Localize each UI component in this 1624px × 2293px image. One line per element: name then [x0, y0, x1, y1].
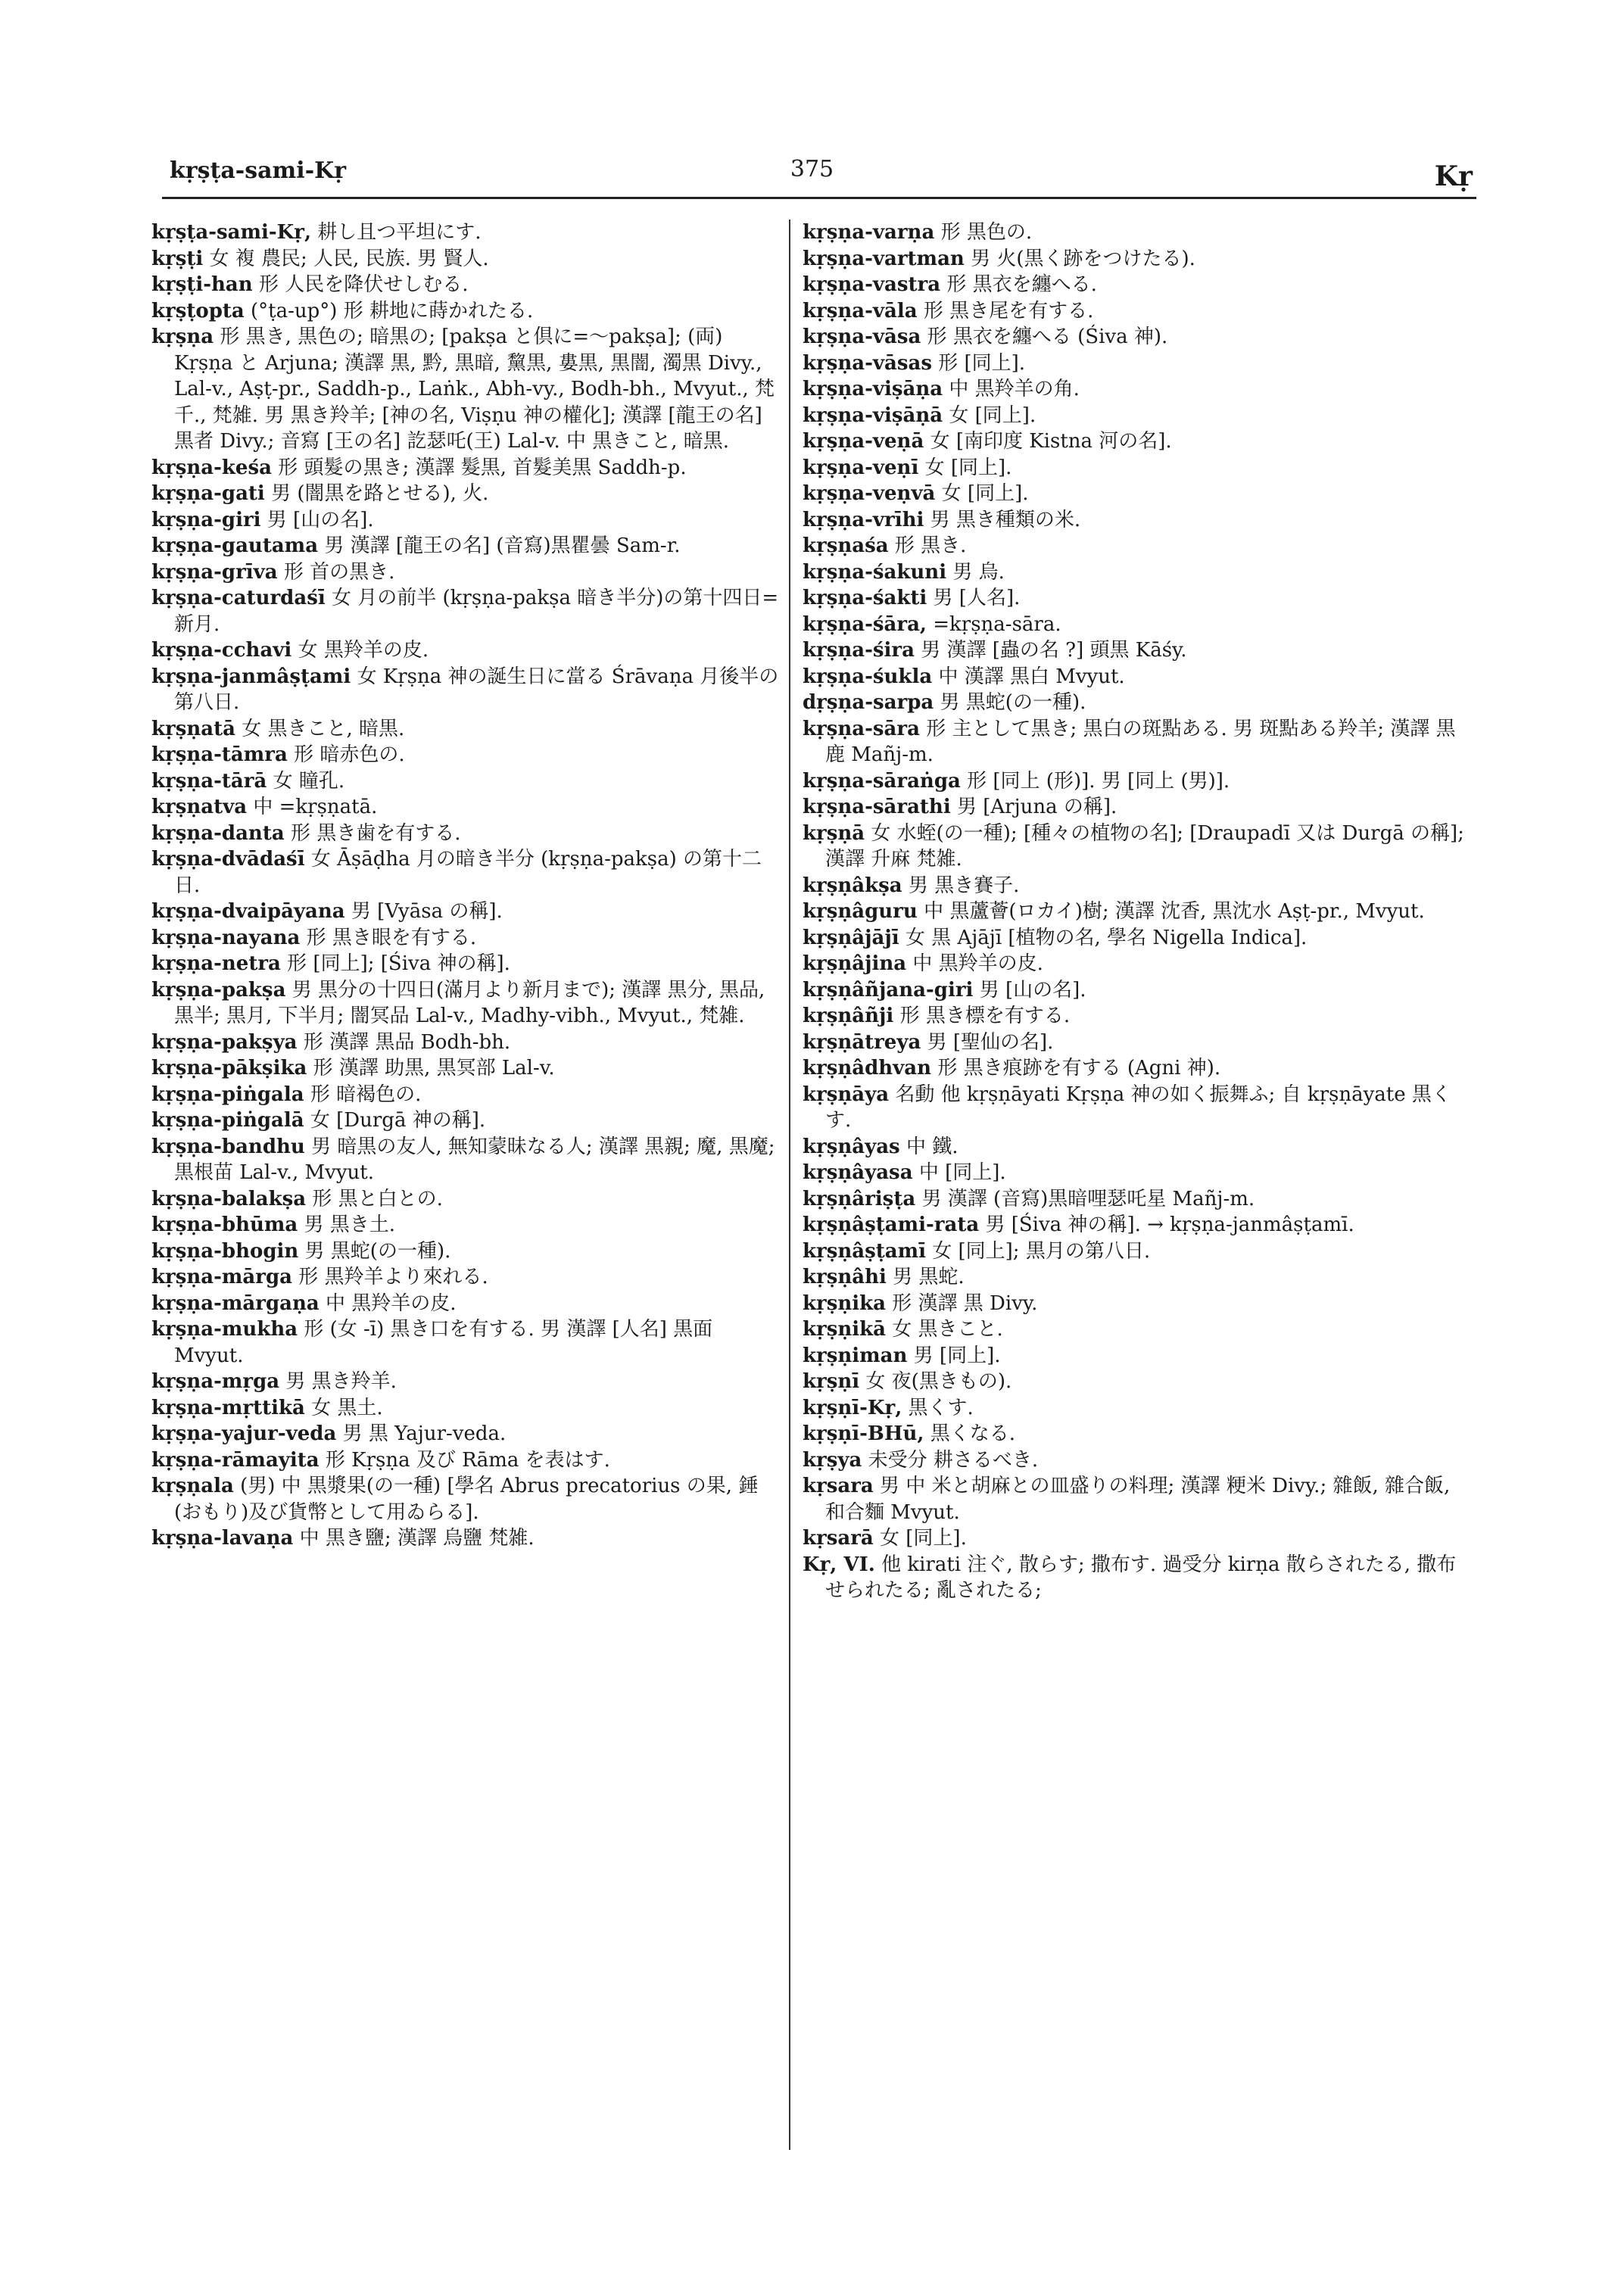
dictionary-entry	[151, 1134, 780, 1186]
entry-definition: 中 [同上].	[918, 1161, 1006, 1184]
dictionary-entry	[151, 1525, 780, 1552]
entry-definition: 形 漢譯 黒 Divy.	[892, 1291, 1038, 1315]
dictionary-entry	[151, 585, 780, 637]
dictionary-entry	[803, 376, 1473, 403]
entry-definition: 名動 他 kṛṣṇāyati Kṛṣṇa 神の如く振舞ふ; 自 kṛṣṇāyate 黒くす.	[825, 1083, 1451, 1132]
entry-headword: kṛṣṇa-viṣāṇa	[803, 378, 943, 400]
dictionary-entry	[151, 846, 780, 899]
entry-definition: 形 黒き尾を有する.	[923, 299, 1094, 322]
entry-definition: 形 黒き標を有する.	[899, 1005, 1071, 1027]
dictionary-entry	[803, 1212, 1473, 1238]
entry-headword: kṛṣṇâguru	[803, 900, 918, 923]
entry-definition: 形 人民を降伏せしむる.	[258, 273, 469, 296]
dictionary-entry	[803, 1030, 1473, 1056]
entry-definition: 形 漢譯 黒品 Bodh-bh.	[303, 1030, 511, 1054]
dictionary-entry	[151, 1238, 780, 1265]
entry-headword: kṛṣṇatva	[151, 796, 248, 818]
dictionary-entry	[803, 899, 1473, 925]
entry-definition: 男 黒き種類の米.	[930, 508, 1081, 531]
entry-definition: 中 黒き鹽; 漢譯 烏鹽 梵雑.	[299, 1527, 535, 1550]
entry-headword: kṛṣṇa-vastra	[803, 273, 941, 296]
dictionary-entry	[151, 298, 780, 325]
entry-headword: kṛṣṇa-vartman	[803, 247, 965, 270]
dictionary-entry	[803, 637, 1473, 664]
dictionary-entry	[803, 1134, 1473, 1161]
entry-definition: 男 黒分の十四日(滿月より新月まで); 漢譯 黒分, 黒品, 黒半; 黒月, 下半月; 闇冥品 Lal-v., Madhy-vibh., Mvyut., 梵雑.	[174, 978, 765, 1027]
entry-headword: kṛṣṇa-śira	[803, 639, 915, 662]
entry-definition: 他 kirati 注ぐ, 散らす; 撒布す. 過受分 kirṇa 散らされたる, 撒布せられたる; 亂されたる;	[825, 1553, 1457, 1602]
entry-definition: 男 暗黒の友人, 無知蒙昧なる人; 漢譯 黒親; 魔, 黒魔; 黒根苗 Lal-v., Mvyut.	[174, 1135, 775, 1184]
entry-headword: kṛṣṇa-gautama	[151, 534, 319, 557]
dictionary-entry	[151, 324, 780, 455]
entry-headword: kṛṣṇâñjana-giri	[803, 978, 974, 1002]
entry-headword: kṛṣṇa-veṇvā	[803, 482, 936, 505]
dictionary-entry	[151, 977, 780, 1030]
entry-definition: 形 漢譯 助黒, 黒冥部 Lal-v.	[313, 1057, 555, 1080]
entry-definition: 中 黒羚羊の角.	[949, 378, 1080, 400]
entry-headword: Kṛ, VI.	[803, 1553, 875, 1576]
dictionary-entry	[151, 1473, 780, 1525]
dictionary-entry	[151, 246, 780, 273]
entry-definition: 女 [南印度 Kistna 河の名].	[930, 430, 1172, 453]
entry-headword: kṛṣṇâjājī	[803, 926, 899, 949]
entry-headword: kṛṣṇa-keśa	[151, 456, 272, 479]
entry-headword: kṛṣṇa-mṛga	[151, 1370, 280, 1393]
entry-headword: kṛṣṇâyasa	[803, 1161, 913, 1184]
dictionary-entry	[151, 1186, 780, 1213]
entry-headword: kṛṣṇa-śakuni	[803, 560, 947, 584]
entry-headword: kṛṣṇâṣṭami-rata	[803, 1213, 980, 1236]
entry-headword: kṛṣṇa-vrīhi	[803, 508, 924, 531]
entry-headword: kṛṣṇa-śāra,	[803, 612, 927, 636]
dictionary-entry	[151, 481, 780, 507]
right-column	[803, 220, 1473, 1604]
dictionary-entry	[151, 637, 780, 664]
dictionary-entry	[803, 1160, 1473, 1186]
entry-headword: kṛṣṇa-gati	[151, 482, 265, 505]
entry-definition: 形 黒き, 黒色の; 暗黒の; [pakṣa と倶に=〜pakṣa]; (両) Kṛṣṇa と Arjuna; 漢譯 黒, 黔, 黒暗, 黧黒, 婁黒, 黒闇, 濁黒 Divy., Lal-v., Aṣṭ-pr., Saddh-p., Laṅk., Abh-vy., Bodh-bh., Mvyut., 梵千., 梵雑. 男 黒き羚羊; [神の名, Viṣṇu 神の權化]; 漢譯 [龍王の名] 黒者 Divy.; 音寫 [王の名] 訖瑟吒(王) Lal-v. 中 黒きこと, 暗黒.	[174, 326, 775, 453]
entry-headword: kṛṣṇa-dvādaśī	[151, 848, 305, 871]
entry-definition: 男 [Śiva 神の稱]. → kṛṣṇa-janmâṣṭamī.	[985, 1213, 1354, 1236]
entry-definition: 黒くなる.	[930, 1422, 1015, 1445]
entry-headword: kṛṣṇa-sāra	[803, 717, 920, 740]
entry-headword: kṛṣṇa-vāsa	[803, 326, 921, 348]
entry-headword: kṛṣṭopta	[151, 299, 245, 322]
entry-headword: kṛṣṇatā	[151, 717, 235, 740]
entry-headword: kṛṣṇa-dvaipāyana	[151, 900, 345, 923]
dictionary-entry	[803, 1447, 1473, 1474]
entry-definition: 男 黒き羚羊.	[285, 1370, 397, 1393]
entry-headword: kṛṣṭi	[151, 247, 204, 270]
entry-headword: kṛṣṇī-BHū,	[803, 1422, 924, 1445]
entry-definition: 形 黒衣を纏へる.	[946, 273, 1097, 296]
column-divider	[789, 220, 790, 2150]
entry-headword: kṛṣṇa-mṛttikā	[151, 1396, 305, 1419]
dictionary-entry	[803, 1238, 1473, 1265]
entry-headword: kṛṣṇa-bhogin	[151, 1239, 299, 1263]
dictionary-entry	[151, 1291, 780, 1317]
entry-definition: 女 夜(黒きもの).	[865, 1370, 1012, 1393]
entry-definition: (°ṭa-up°) 形 耕地に蒔かれたる.	[251, 299, 534, 322]
entry-definition: 女 [同上].	[924, 456, 1012, 479]
entry-headword: kṛṣṇika	[803, 1291, 886, 1315]
dictionary-entry	[151, 925, 780, 952]
dictionary-entry	[151, 559, 780, 586]
entry-headword: kṛṣṇa-nayana	[151, 926, 301, 949]
dictionary-entry	[151, 768, 780, 795]
entry-headword: kṛsara	[803, 1475, 874, 1497]
dictionary-entry	[803, 1264, 1473, 1291]
entry-definition: 形 (女 -ī) 黒き口を有する. 男 漢譯 [人名] 黒面 Mvyut.	[174, 1318, 713, 1367]
entry-definition: 中 漢譯 黒白 Mvyut.	[938, 665, 1125, 688]
dictionary-entry	[151, 1369, 780, 1395]
entry-definition: 形 黒と白との.	[312, 1187, 443, 1210]
entry-headword: kṛṣṇâyas	[803, 1135, 900, 1158]
entry-headword: kṛṣṭi-han	[151, 273, 253, 296]
dictionary-entry	[803, 428, 1473, 455]
entry-headword: kṛṣṇa-viṣāṇā	[803, 403, 943, 427]
entry-definition: 未受分 耕さるべき.	[868, 1448, 1039, 1472]
entry-headword: kṛṣṇa-caturdaśī	[151, 587, 326, 609]
dictionary-entry	[803, 951, 1473, 977]
entry-definition: 形 [同上]; [Śiva 神の稱].	[287, 952, 510, 975]
entry-definition: 男 [山の名].	[979, 978, 1086, 1002]
entry-definition: 男 黒き賽子.	[908, 874, 1020, 897]
entry-definition: 女 月の前半 (kṛṣṇa-pakṣa 暗き半分)の第十四日=新月.	[174, 587, 779, 636]
entry-headword: kṛṣṇāya	[803, 1083, 890, 1106]
entry-headword: kṛṣṇa-pākṣika	[151, 1057, 307, 1080]
entry-definition: 形 黒き.	[894, 534, 967, 557]
entry-definition: (男) 中 黒漿果(の一種) [學名 Abrus precatorius の果, 錘(おもり)及び貨幣として用ゐらる].	[174, 1475, 759, 1524]
entry-headword: kṛṣṇā	[803, 821, 865, 845]
entry-definition: 女 黒羚羊の皮.	[298, 639, 429, 662]
entry-definition: 形 Kṛṣṇa 及び Rāma を表はす.	[325, 1448, 610, 1472]
dictionary-entry	[151, 951, 780, 977]
entry-definition: 男 [山の名].	[267, 508, 374, 531]
entry-definition: 男 [Arjuna の稱].	[956, 796, 1117, 818]
entry-definition: 女 [同上].	[880, 1527, 967, 1550]
header-right-guide-word: Kṛ	[1434, 160, 1473, 192]
entry-headword: kṛsarā	[803, 1527, 874, 1550]
left-column	[151, 220, 780, 1552]
dictionary-entry	[151, 533, 780, 559]
dictionary-entry	[803, 1369, 1473, 1395]
entry-definition: 女 [同上]; 黒月の第八日.	[932, 1239, 1151, 1263]
entry-headword: kṛṣṇala	[151, 1475, 234, 1497]
entry-headword: kṛṣṇa-vāla	[803, 299, 918, 322]
entry-definition: 男 [同上].	[913, 1344, 1001, 1367]
entry-headword: kṛṣṇa-mārga	[151, 1266, 292, 1288]
dictionary-entry	[803, 1082, 1473, 1134]
dictionary-entry	[803, 298, 1473, 325]
entry-definition: 女 水蛭(の一種); [種々の植物の名]; [Draupadī 又は Durgā の稱]; 漢譯 升麻 梵雑.	[825, 821, 1464, 871]
entry-definition: 形 黒き痕跡を有する (Agni 神).	[937, 1057, 1221, 1080]
entry-definition: 黒くす.	[908, 1396, 974, 1419]
dictionary-entry	[151, 1316, 780, 1369]
entry-definition: 女 黒きこと, 暗黒.	[242, 717, 405, 740]
entry-headword: kṛṣṇâṣṭamī	[803, 1239, 926, 1263]
entry-definition: 男 (闇黒を路とせる), 火.	[271, 482, 489, 505]
entry-definition: 男 [人名].	[933, 587, 1021, 609]
entry-headword: dṛṣṇa-sarpa	[803, 691, 934, 714]
dictionary-entry	[151, 742, 780, 768]
entry-definition: 男 中 米と胡麻との皿盛りの料理; 漢譯 粳米 Divy.; 雜飯, 雜合飯, 和合麵 Mvyut.	[825, 1475, 1451, 1524]
entry-definition: 形 主として黒き; 黒白の斑點ある. 男 斑點ある羚羊; 漢譯 黒鹿 Mañj-m.	[825, 717, 1456, 766]
dictionary-entry	[803, 585, 1473, 612]
entry-headword: kṛṣṇiman	[803, 1344, 908, 1367]
dictionary-entry	[803, 1316, 1473, 1343]
entry-headword: kṛṣṇa-lavaṇa	[151, 1527, 294, 1550]
dictionary-entry	[803, 455, 1473, 481]
entry-headword: kṛṣṇa-pakṣya	[151, 1030, 298, 1054]
entry-headword: kṛṣṇī	[803, 1370, 860, 1393]
entry-headword: kṛṣṇa-giri	[151, 508, 261, 531]
dictionary-entry	[151, 1030, 780, 1056]
entry-definition: 男 火(黒く跡をつけたる).	[971, 247, 1195, 270]
entry-definition: 女 黒土.	[311, 1396, 383, 1419]
dictionary-entry	[803, 403, 1473, 429]
entry-definition: 中 鐵.	[906, 1135, 959, 1158]
header-left-guide-word: kṛṣṭa-sami-Kṛ	[170, 157, 347, 184]
entry-headword: kṛṣṇa-śukla	[803, 665, 933, 688]
entry-headword: kṛṣṇâdhvan	[803, 1057, 932, 1080]
page-header	[151, 151, 1473, 197]
dictionary-entry	[803, 925, 1473, 952]
entry-headword: kṛṣṇa-pakṣa	[151, 978, 286, 1002]
dictionary-entry	[151, 1082, 780, 1108]
dictionary-entry	[803, 1525, 1473, 1552]
dictionary-entry	[151, 1055, 780, 1082]
dictionary-entry	[151, 272, 780, 298]
entry-definition: 形 黒羚羊より來れる.	[298, 1266, 488, 1288]
entry-definition: 形 [同上].	[938, 351, 1026, 375]
entry-headword: kṛṣṭa-sami-Kṛ,	[151, 221, 312, 244]
entry-definition: 形 黒き歯を有する.	[290, 821, 461, 845]
dictionary-entry	[803, 272, 1473, 298]
entry-definition: =kṛṣṇa-sāra.	[933, 612, 1061, 636]
entry-headword: kṛṣṇa-piṅgala	[151, 1083, 304, 1106]
entry-headword: kṛṣṇâriṣṭa	[803, 1187, 916, 1210]
dictionary-entry	[151, 1421, 780, 1447]
dictionary-entry	[151, 821, 780, 847]
dictionary-entry	[151, 1447, 780, 1474]
dictionary-entry	[803, 350, 1473, 377]
dictionary-entry	[803, 664, 1473, 690]
dictionary-entry	[803, 716, 1473, 768]
entry-definition: 男 漢譯 [龍王の名] (音寫)黒瞿曇 Sam-r.	[324, 534, 681, 557]
dictionary-entry	[803, 533, 1473, 559]
dictionary-entry	[803, 559, 1473, 586]
entry-headword: kṛṣṇa-cchavi	[151, 639, 292, 662]
entry-headword: kṛṣya	[803, 1448, 862, 1472]
entry-headword: kṛṣṇa-sārathi	[803, 796, 951, 818]
entry-headword: kṛṣṇa-mukha	[151, 1318, 298, 1341]
dictionary-entry	[803, 1395, 1473, 1422]
dictionary-entry	[151, 664, 780, 716]
entry-headword: kṛṣṇa-śakti	[803, 587, 927, 609]
dictionary-entry	[803, 1343, 1473, 1369]
entry-headword: kṛṣṇâñji	[803, 1005, 894, 1027]
dictionary-entry	[803, 481, 1473, 507]
dictionary-entry	[803, 821, 1473, 873]
entry-definition: 男 黒蛇(の一種).	[304, 1239, 451, 1263]
entry-headword: kṛṣṇa-varṇa	[803, 221, 935, 244]
dictionary-entry	[803, 1291, 1473, 1317]
entry-headword: kṛṣṇa-bhūma	[151, 1213, 298, 1236]
entry-definition: 男 [聖仙の名].	[927, 1030, 1054, 1054]
entry-definition: 中 =kṛṣṇatā.	[253, 796, 378, 818]
entry-headword: kṛṣṇa	[151, 326, 214, 348]
entry-headword: kṛṣṇâhi	[803, 1266, 887, 1288]
entry-definition: 男 [Vyāsa の稱].	[351, 900, 503, 923]
entry-definition: 男 黒 Yajur-veda.	[342, 1422, 507, 1445]
entry-definition: 女 Kṛṣṇa 神の誕生日に當る Śrāvaṇa 月後半の第八日.	[174, 665, 779, 714]
dictionary-entry	[151, 1395, 780, 1422]
entry-definition: 女 黒きこと.	[892, 1318, 1003, 1341]
entry-headword: kṛṣṇa-veṇī	[803, 456, 919, 479]
entry-definition: 形 頭髮の黒き; 漢譯 髮黒, 首髮美黒 Saddh-p.	[278, 456, 687, 479]
dictionary-entry	[803, 246, 1473, 273]
dictionary-entry	[803, 612, 1473, 638]
entry-headword: kṛṣṇa-balakṣa	[151, 1187, 307, 1210]
dictionary-entry	[803, 324, 1473, 350]
entry-definition: 中 黒蘆薈(ロカイ)樹; 漢譯 沈香, 黒沈水 Aṣṭ-pr., Mvyut.	[924, 900, 1425, 923]
entry-headword: kṛṣṇâkṣa	[803, 874, 902, 897]
dictionary-entry	[151, 220, 780, 246]
entry-headword: kṛṣṇī-Kṛ,	[803, 1396, 902, 1419]
entry-definition: 女 Āṣāḍha 月の暗き半分 (kṛṣṇa-pakṣa) の第十二日.	[174, 848, 762, 897]
dictionary-entry	[803, 1055, 1473, 1082]
entry-definition: 女 [同上].	[949, 403, 1036, 427]
entry-headword: kṛṣṇa-sāraṅga	[803, 769, 961, 793]
entry-headword: kṛṣṇa-tārā	[151, 769, 267, 793]
entry-definition: 女 [Durgā 神の稱].	[310, 1109, 486, 1132]
entry-headword: kṛṣṇa-mārgaṇa	[151, 1291, 320, 1315]
entry-headword: kṛṣṇa-janmâṣṭami	[151, 665, 351, 688]
entry-definition: 中 黒羚羊の皮.	[326, 1291, 457, 1315]
entry-definition: 男 黒蛇.	[893, 1266, 965, 1288]
entry-definition: 女 瞳孔.	[273, 769, 345, 793]
entry-definition: 形 首の黒き.	[283, 560, 395, 584]
dictionary-entry	[803, 1186, 1473, 1213]
entry-definition: 男 黒き土.	[304, 1213, 396, 1236]
entry-definition: 形 暗褐色の.	[310, 1083, 422, 1106]
entry-headword: kṛṣṇa-piṅgalā	[151, 1109, 304, 1132]
entry-headword: kṛṣṇa-veṇā	[803, 430, 924, 453]
entry-definition: 男 漢譯 [蟲の名 ?] 頭黒 Kāśy.	[921, 639, 1187, 662]
entry-headword: kṛṣṇa-tāmra	[151, 743, 288, 766]
entry-definition: 形 暗赤色の.	[294, 743, 405, 766]
entry-definition: 女 黒 Ajājī [植物の名, 學名 Nigella Indica].	[905, 926, 1308, 949]
dictionary-entry	[803, 507, 1473, 534]
entry-headword: kṛṣṇātreya	[803, 1030, 921, 1054]
dictionary-entry	[803, 690, 1473, 716]
entry-headword: kṛṣṇa-grīva	[151, 560, 278, 584]
entry-definition: 男 漢譯 (音寫)黒暗哩瑟吒星 Mañj-m.	[921, 1187, 1255, 1210]
dictionary-entry	[151, 716, 780, 743]
entry-headword: kṛṣṇa-danta	[151, 821, 285, 845]
dictionary-entry	[151, 507, 780, 534]
dictionary-entry	[803, 1003, 1473, 1030]
entry-headword: kṛṣṇa-rāmayita	[151, 1448, 320, 1472]
dictionary-entry	[151, 794, 780, 821]
dictionary-entry	[803, 1473, 1473, 1525]
header-rule	[162, 197, 1476, 199]
dictionary-entry	[803, 220, 1473, 246]
entry-headword: kṛṣṇa-yajur-veda	[151, 1422, 337, 1445]
entry-definition: 形 [同上 (形)]. 男 [同上 (男)].	[967, 769, 1230, 793]
dictionary-entry	[151, 455, 780, 481]
dictionary-entry	[803, 977, 1473, 1004]
dictionary-entry	[151, 1212, 780, 1238]
entry-definition: 男 烏.	[952, 560, 1005, 584]
dictionary-entry	[803, 768, 1473, 795]
entry-definition: 女 複 農民; 人民, 民族. 男 賢人.	[209, 247, 489, 270]
entry-definition: 形 黒き眼を有する.	[306, 926, 477, 949]
entry-definition: 形 黒色の.	[940, 221, 1033, 244]
entry-definition: 耕し且つ平坦にす.	[317, 221, 482, 244]
entry-headword: kṛṣṇa-netra	[151, 952, 281, 975]
entry-headword: kṛṣṇâjina	[803, 952, 907, 975]
entry-headword: kṛṣṇaśa	[803, 534, 889, 557]
entry-headword: kṛṣṇa-vāsas	[803, 351, 932, 375]
dictionary-entry	[803, 794, 1473, 821]
entry-definition: 形 黒衣を纏へる (Śiva 神).	[927, 326, 1168, 348]
dictionary-entry	[151, 899, 780, 925]
entry-headword: kṛṣṇikā	[803, 1318, 886, 1341]
entry-definition: 中 黒羚羊の皮.	[912, 952, 1043, 975]
entry-definition: 女 [同上].	[941, 482, 1029, 505]
entry-definition: 男 黒蛇(の一種).	[940, 691, 1086, 714]
dictionary-entry	[151, 1108, 780, 1134]
entry-headword: kṛṣṇa-bandhu	[151, 1135, 305, 1158]
page-number: 375	[790, 156, 834, 182]
dictionary-entry	[151, 1264, 780, 1291]
dictionary-entry	[803, 873, 1473, 899]
dictionary-entry	[803, 1552, 1473, 1604]
dictionary-entry	[803, 1421, 1473, 1447]
